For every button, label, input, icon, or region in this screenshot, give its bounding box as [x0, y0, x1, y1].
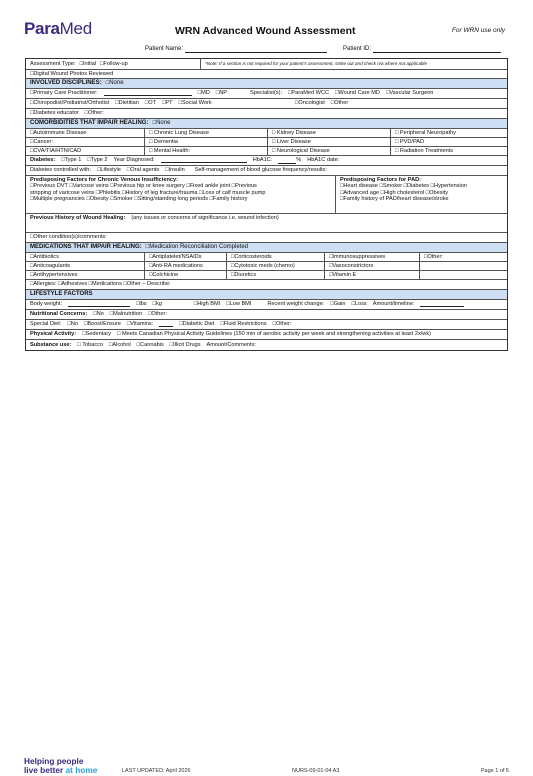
vascular-surgeon-checkbox[interactable]: □Vascular Surgeon: [385, 90, 434, 97]
page-title: WRN Advanced Wound Assessment: [175, 25, 356, 37]
allergies-row[interactable]: □Allergies: □Adhesives □Medications □Other – Describe:: [30, 281, 171, 288]
page-header: [0, 0, 533, 60]
medication-item[interactable]: □Vasoconstrictors: [325, 262, 420, 270]
comorbidity-item[interactable]: □ Chronic Lung Disease: [145, 129, 268, 137]
hba1c-input[interactable]: [278, 159, 296, 164]
comorbidity-item[interactable]: □ Liver Disease: [268, 138, 391, 146]
dietitian-checkbox[interactable]: □Dietitian: [115, 100, 139, 107]
illicit-drugs-checkbox[interactable]: □Illicit Drugs: [169, 341, 201, 348]
pad-line[interactable]: □Heart disease □Smoker □Diabetes □Hypertension: [340, 183, 467, 190]
assessment-type-label: Assessment Type:: [30, 60, 76, 67]
recent-weight-label: Recent weight change:: [267, 301, 325, 308]
lifestyle-header: [26, 290, 507, 300]
diabetes-row: [26, 156, 343, 165]
nutrition-other-checkbox[interactable]: □Other:: [148, 311, 167, 318]
disciplines-header: [26, 79, 507, 89]
comorbidity-item[interactable]: □ Radiation Treatments: [395, 147, 454, 154]
malnutrition-checkbox[interactable]: □Malnutrition: [109, 311, 143, 318]
patient-id-field[interactable]: Patient ID:: [343, 46, 501, 53]
oncologist-checkbox[interactable]: □Oncologist: [295, 100, 325, 107]
substance-use-label: Substance use:: [30, 341, 72, 348]
insulin-checkbox[interactable]: □Insulin: [165, 167, 185, 174]
amount-comments-label: Amount/Comments:: [206, 341, 256, 348]
medications-header: [26, 243, 507, 253]
vitamins-input[interactable]: [159, 322, 173, 327]
physical-activity-label: Physical Activity:: [30, 331, 77, 338]
medication-item[interactable]: □Vitamin E: [325, 271, 420, 279]
self-mgmt-label: Self-management of blood glucose frequency/results:: [194, 167, 327, 174]
allied-health-row: [26, 99, 291, 108]
special-diet-label: Special Diet:: [30, 321, 62, 328]
amount-timeline-label: Amount/timeline:: [372, 301, 415, 308]
np-checkbox[interactable]: □NP: [215, 90, 227, 97]
chiropodist-checkbox[interactable]: □Chiropodist/Podiatrist/Orthotist: [30, 100, 110, 107]
disciplines-none-checkbox[interactable]: □None: [105, 80, 124, 87]
venous-line[interactable]: □Multiple pregnancies □Obesity □Smoker □Sitting/standing long periods □Family history: [30, 196, 248, 203]
primary-care-row: [26, 89, 246, 98]
nutrition-row: [26, 310, 171, 319]
lifestyle-heading: LIFESTYLE FACTORS: [30, 291, 93, 298]
comorbidities-none-checkbox[interactable]: □None: [152, 120, 171, 127]
form-code: NURS-09-01-04 A3: [292, 768, 340, 774]
low-bmi-checkbox[interactable]: □Low BMI: [226, 301, 252, 308]
other-medication-field[interactable]: □Other:: [424, 254, 443, 260]
page-number: Page 1 of 5: [480, 768, 509, 774]
disciplines-heading: INVOLVED DISCIPLINES:: [30, 80, 102, 87]
percent-label: %: [296, 157, 302, 164]
other-specialist-checkbox[interactable]: □Other: [330, 100, 349, 107]
medication-item[interactable]: □Anti-RA medications: [145, 262, 227, 270]
tagline-line2: live better at home: [24, 765, 98, 775]
medication-item[interactable]: □Anticoagulants: [26, 262, 145, 270]
wound-history-row[interactable]: [26, 214, 283, 222]
social-work-checkbox[interactable]: □Social Work: [178, 100, 212, 107]
controlled-label: Diabetes controlled with:: [30, 167, 91, 174]
comorbidity-item[interactable]: □ Neurological Disease: [268, 147, 391, 155]
kg-checkbox[interactable]: □kg: [152, 301, 162, 308]
comorbidities-header: [26, 119, 507, 129]
medication-item[interactable]: □Diuretics: [227, 271, 325, 279]
medication-item[interactable]: □Antibiotics: [26, 253, 145, 261]
paramed-wcc-checkbox[interactable]: □ParaMed WCC: [288, 90, 330, 97]
medications-heading: MEDICATIONS THAT IMPAIR HEALING:: [30, 244, 142, 251]
diabetes-educator-checkbox[interactable]: □Diabetes educator: [30, 110, 79, 117]
wound-care-md-checkbox[interactable]: □Wound Care MD: [335, 90, 380, 97]
pad-factors: [336, 176, 507, 213]
type2-checkbox[interactable]: □Type 2: [87, 157, 108, 164]
comorbidity-item[interactable]: □Autoimmune Disease: [26, 129, 145, 137]
diet-other-checkbox[interactable]: □Other:: [272, 321, 292, 328]
hba1c-date-label: HbA1C date:: [307, 157, 340, 164]
venous-line[interactable]: stripping of varicose veins □Phlebitis □History of leg fracture/trauma □Loss of calf muscle pump: [30, 189, 266, 196]
physical-activity-row: [26, 330, 435, 339]
oral-agents-checkbox[interactable]: □Oral agents: [126, 167, 160, 174]
type1-checkbox[interactable]: □Type 1: [61, 157, 82, 164]
body-weight-input[interactable]: [68, 302, 130, 307]
assessment-form: [25, 58, 508, 351]
comorbidity-item[interactable]: □ Mental Health:: [145, 147, 268, 155]
medication-item[interactable]: □Cytotoxic meds (chemo): [227, 262, 325, 270]
tagline-line1: Helping people: [24, 756, 84, 766]
comorbidity-item[interactable]: □ Peripheral Neuropathy: [395, 129, 456, 136]
vitamins-checkbox[interactable]: □Vitamins:: [126, 321, 154, 328]
comorbidity-item[interactable]: □ PVD/PAD: [395, 138, 425, 145]
diabetes-label: Diabetes:: [30, 157, 56, 164]
nutritional-label: Nutritional Concerns:: [30, 311, 88, 318]
digital-photos-checkbox[interactable]: □Digital Wound Photos Reviewed: [30, 71, 114, 77]
pt-checkbox[interactable]: □PT: [162, 100, 173, 107]
for-wrn-use-label: For WRN use only: [451, 27, 505, 34]
comorbidity-item[interactable]: □Cancer:: [26, 138, 145, 146]
cannabis-checkbox[interactable]: □Cannabis: [136, 341, 164, 348]
specialists-label: Specialist(s):: [250, 90, 283, 97]
body-weight-label: Body weight:: [30, 301, 63, 308]
pad-line[interactable]: □Advanced age □High cholesterol □Obesity: [340, 189, 449, 196]
follow-up-checkbox[interactable]: □Follow-up: [100, 60, 128, 67]
page-footer: [0, 376, 533, 775]
year-diagnosed-input[interactable]: [161, 158, 247, 163]
paramed-logo: ParaMed: [24, 19, 92, 38]
section-note: *Note: If a section is not required for your patient's assessment, strike out and check n/a where not applicable: [205, 61, 428, 67]
diabetic-diet-checkbox[interactable]: □Diabetic Diet: [179, 321, 215, 328]
special-diet-row: [26, 320, 296, 329]
pad-heading: Predisposing Factors for PAD:: [340, 177, 422, 183]
comorbidity-item[interactable]: □ Dementia: [145, 138, 268, 146]
assessment-type-row: [26, 59, 201, 69]
specialists-row-2: [291, 99, 507, 108]
md-checkbox[interactable]: □MD: [197, 90, 210, 97]
medication-item[interactable]: □Colchicine: [145, 271, 227, 279]
hba1c-label: HbA1C:: [252, 157, 273, 164]
amount-timeline-input[interactable]: [420, 302, 464, 307]
body-weight-row: [26, 300, 468, 309]
lifestyle-checkbox[interactable]: □Lifestyle: [96, 167, 121, 174]
diabetes-control-row: [26, 166, 331, 175]
wound-history-hint: (any issues or concerns of significance i.e. wound infection): [131, 215, 279, 221]
last-updated: LAST UPDATED: April 2026: [122, 768, 191, 774]
venous-heading: Predisposing Factors for Chronic Venous Insufficiency:: [30, 177, 178, 183]
patient-name-field[interactable]: Patient Name:: [145, 46, 327, 53]
diabetes-educator-row: [26, 109, 108, 118]
substance-use-row: [26, 340, 260, 350]
comorbidity-item[interactable]: □CVA/TIA/HTN/CAD: [26, 147, 145, 155]
other-conditions-field[interactable]: □Other condition(s)/comments:: [30, 234, 107, 241]
high-bmi-checkbox[interactable]: □High BMI: [193, 301, 221, 308]
loss-checkbox[interactable]: □Loss: [351, 301, 367, 308]
fluid-restrictions-checkbox[interactable]: □Fluid Restrictions: [220, 321, 267, 328]
venous-factors: [26, 176, 336, 213]
comorbidity-item[interactable]: □ Kidney Disease: [268, 129, 391, 137]
medication-item[interactable]: □Corticosteroids: [227, 253, 325, 261]
ot-checkbox[interactable]: □OT: [144, 100, 156, 107]
gain-checkbox[interactable]: □Gain: [330, 301, 346, 308]
med-reconciliation-checkbox[interactable]: □Medication Reconciliation Completed: [145, 244, 249, 251]
medication-item[interactable]: □Immunosuppressives: [325, 253, 420, 261]
other-discipline-checkbox[interactable]: □Other:: [84, 110, 104, 117]
pad-line[interactable]: □Family history of PAD/heart disease/stroke: [340, 196, 449, 203]
alcohol-checkbox[interactable]: □Alcohol: [109, 341, 131, 348]
tobacco-checkbox[interactable]: □ Tobacco: [77, 341, 104, 348]
medication-item[interactable]: □Antihypertensives: [26, 271, 145, 279]
wound-history-label: Previous History of Wound Healing:: [30, 215, 126, 221]
diet-no-checkbox[interactable]: □No: [67, 321, 78, 328]
specialists-row: [246, 89, 507, 98]
comorbidities-heading: COMORBIDITIES THAT IMPAIR HEALING:: [30, 120, 149, 127]
activity-guidelines-checkbox[interactable]: □ Meets Canadian Physical Activity Guidelines (150 min of aerobic activity per week and strengthening activities at least 2x/wk): [117, 331, 431, 338]
medication-item[interactable]: □Antiplatelet/NSAIDs: [145, 253, 227, 261]
primary-care-checkbox[interactable]: □Primary Care Practitioner:: [30, 90, 98, 97]
lbs-checkbox[interactable]: □lbs: [136, 301, 147, 308]
boost-checkbox[interactable]: □Boost/Ensure: [83, 321, 121, 328]
initial-checkbox[interactable]: □Initial: [79, 60, 97, 67]
sedentary-checkbox[interactable]: □Sedentary: [82, 331, 112, 338]
year-diagnosed-label: Year Diagnosed:: [113, 157, 155, 164]
venous-line[interactable]: □Previous DVT □Varicose veins □Previous hip or knee surgery □Fixed ankle joint □Previous: [30, 183, 257, 190]
nutrition-no-checkbox[interactable]: □No: [93, 311, 104, 318]
